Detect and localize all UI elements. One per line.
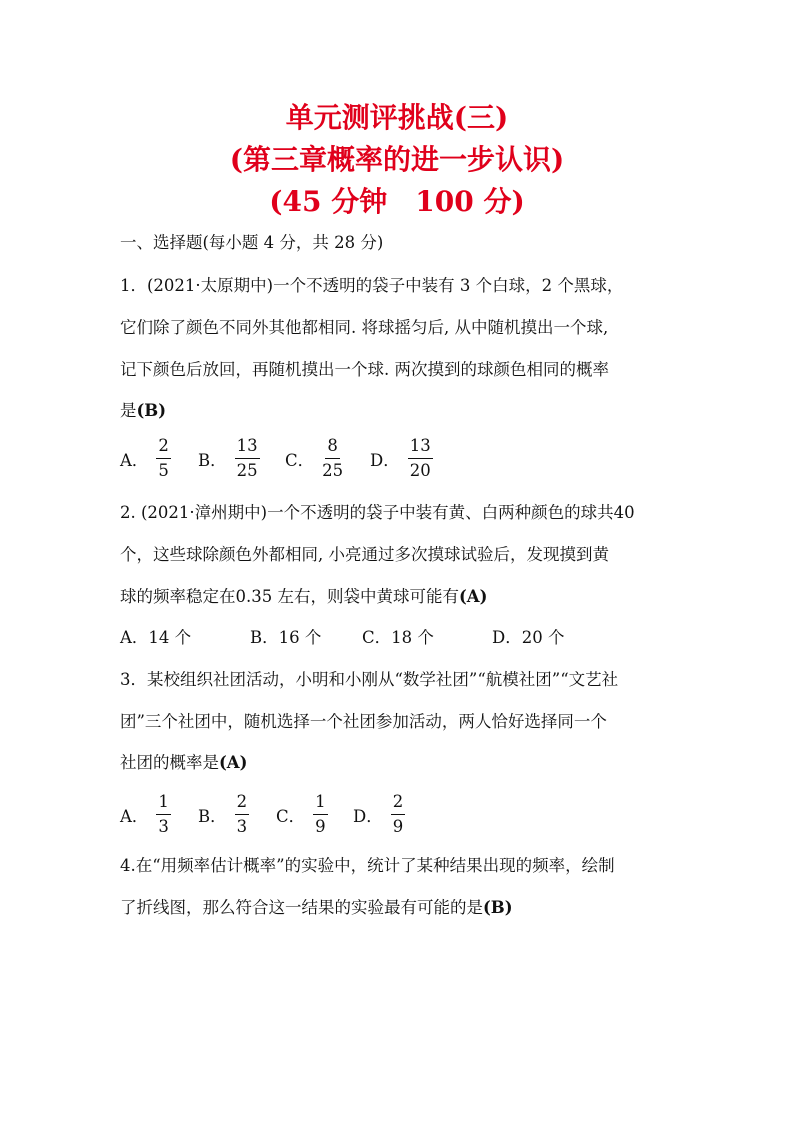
denominator: 3 xyxy=(236,817,248,836)
option-letter: A． xyxy=(120,450,149,470)
question-line: 1．(2021·太原期中)一个不透明的袋子中装有 3 个白球，2 个黑球， xyxy=(120,276,624,295)
title-line-2: (第三章概率的进一步认识) xyxy=(229,143,565,176)
answer-label: (B) xyxy=(483,898,513,917)
option-letter: B． xyxy=(198,450,227,470)
question-line xyxy=(120,584,487,610)
question-text: 球的频率稳定在0.35 左右，则袋中黄球可能有 xyxy=(120,587,459,606)
option-letter: D． xyxy=(353,806,383,826)
option-b xyxy=(198,792,249,837)
section-heading: 一、选择题(每小题 4 分，共 28 分) xyxy=(120,233,384,252)
fraction xyxy=(322,436,343,481)
denominator: 20 xyxy=(409,461,431,480)
option-letter: A． xyxy=(120,806,149,826)
option-letter: C． xyxy=(276,806,306,826)
answer-label: (A) xyxy=(219,753,248,772)
option-letter: B． xyxy=(198,806,227,826)
question-line: 团”三个社团中，随机选择一个社团参加活动，两人恰好选择同一个 xyxy=(120,712,607,731)
option-letter: C． xyxy=(285,450,315,470)
fraction xyxy=(391,792,406,837)
fraction xyxy=(235,436,260,481)
question-line: 2. (2021·漳州期中)一个不透明的袋子中装有黄、白两种颜色的球共40 xyxy=(120,503,635,522)
option-b xyxy=(198,436,260,481)
question-line: 4.在“用频率估计概率”的实验中，统计了某种结果出现的频率，绘制 xyxy=(120,856,615,875)
denominator: 3 xyxy=(158,817,169,836)
answer-label: (B) xyxy=(136,401,167,420)
question-line: 它们除了颜色不同外其他都相同. 将球摇匀后, 从中随机摸出一个球, xyxy=(120,318,609,337)
title-line-3: (45 分钟 100 分) xyxy=(269,185,525,218)
option-letter: D． xyxy=(370,450,400,470)
option-a xyxy=(120,436,171,481)
option-d xyxy=(370,436,433,481)
fraction xyxy=(156,436,171,481)
option-b: B．16 个 xyxy=(250,628,322,647)
fraction xyxy=(235,792,250,837)
question-line xyxy=(120,398,166,424)
option-d xyxy=(353,792,405,837)
numerator: 2 xyxy=(391,792,406,815)
numerator: 1 xyxy=(156,792,171,815)
numerator: 2 xyxy=(156,436,171,459)
question-line: 3．某校组织社团活动，小明和小刚从“数学社团”“航模社团”“文艺社 xyxy=(120,670,619,689)
denominator: 25 xyxy=(236,461,258,480)
fraction xyxy=(313,792,328,837)
option-c xyxy=(276,792,328,837)
denominator: 5 xyxy=(158,461,169,480)
question-text: 了折线图，那么符合这一结果的实验最有可能的是 xyxy=(120,898,483,917)
numerator: 2 xyxy=(235,792,250,815)
option-d: D．20 个 xyxy=(492,628,565,647)
option-a: A．14 个 xyxy=(120,628,192,647)
question-line: 个，这些球除颜色外都相同, 小亮通过多次摸球试验后，发现摸到黄 xyxy=(120,545,609,564)
fraction xyxy=(156,792,171,837)
denominator: 25 xyxy=(322,461,344,480)
question-text: 是 xyxy=(120,401,137,420)
question-text: 社团的概率是 xyxy=(120,753,219,772)
answer-label: (A) xyxy=(458,587,488,606)
option-c: C．18 个 xyxy=(362,628,434,647)
denominator: 9 xyxy=(315,817,326,836)
question-line xyxy=(120,750,247,776)
question-line xyxy=(120,895,513,921)
numerator: 13 xyxy=(235,436,260,459)
option-c xyxy=(285,436,343,481)
option-a xyxy=(120,792,171,837)
numerator: 13 xyxy=(408,436,433,459)
denominator: 9 xyxy=(392,817,404,836)
question-line: 记下颜色后放回，再随机摸出一个球. 两次摸到的球颜色相同的概率 xyxy=(120,360,609,379)
numerator: 8 xyxy=(325,436,340,459)
numerator: 1 xyxy=(313,792,328,815)
title-line-1: 单元测评挑战(三) xyxy=(285,101,509,134)
fraction xyxy=(408,436,433,481)
